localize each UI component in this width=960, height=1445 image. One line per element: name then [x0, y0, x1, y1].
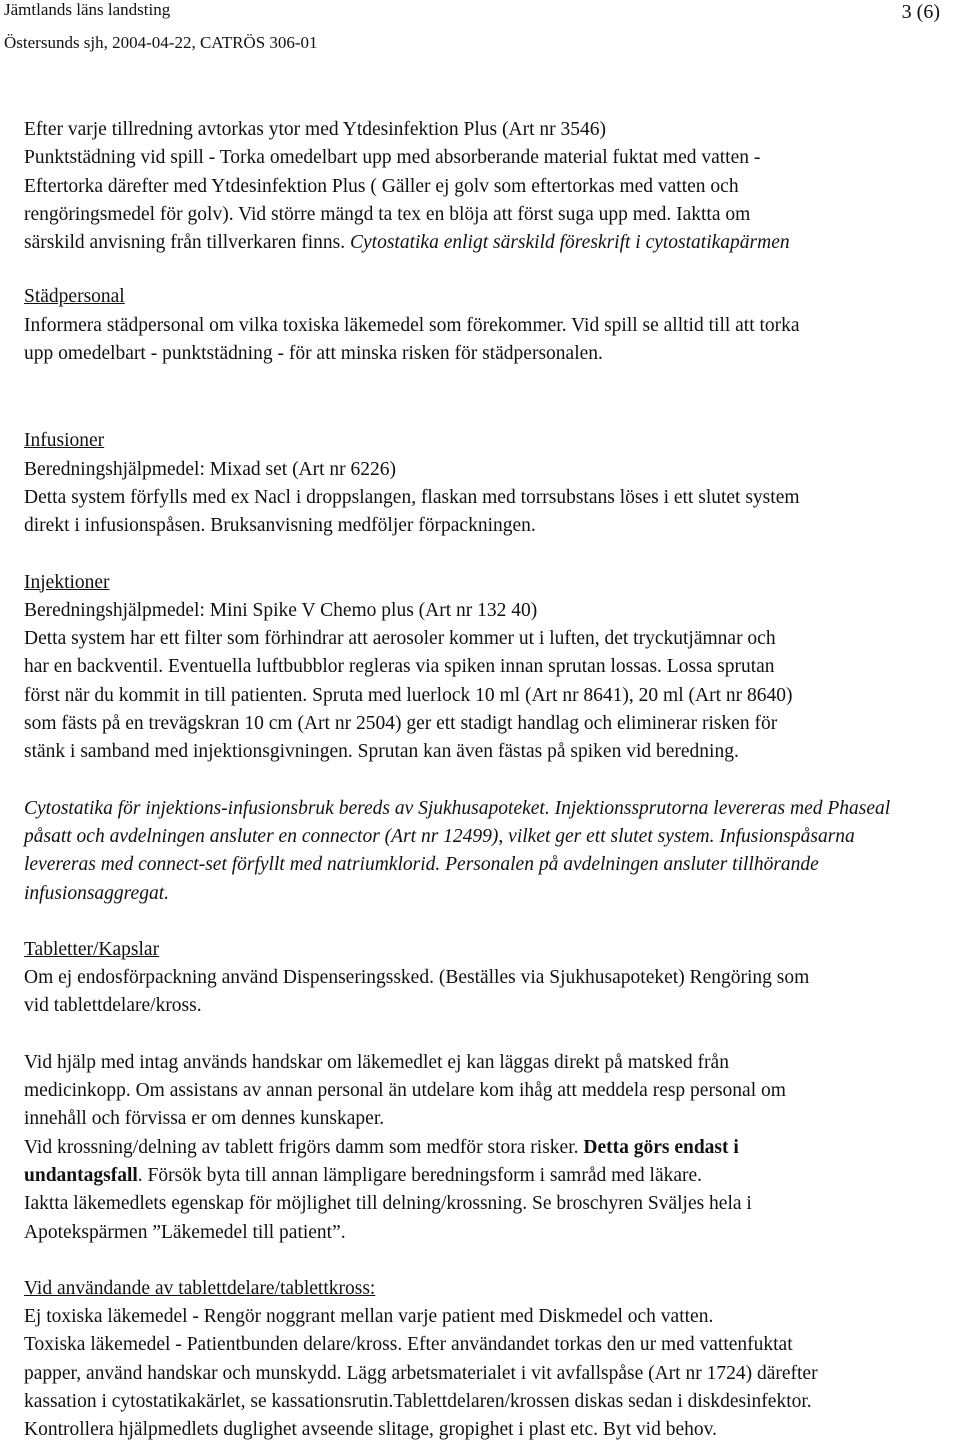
tablettdelare-line: kassation i cytostatikakärlet, se kassationsrutin.Tablettdelaren/krossen diskas sedan i diskdesinfektor.	[24, 1390, 812, 1412]
tabletter-line: medicinkopp. Om assistans av annan personal än utdelare kom ihåg att meddela resp personal om	[24, 1080, 786, 1102]
byta-text: . Försök byta till annan lämpligare beredningsform i samråd med läkare.	[137, 1164, 703, 1186]
section-heading-stadpersonal: Städpersonal	[24, 286, 125, 308]
header-page-number: 3 (6)	[901, 1, 940, 23]
tabletter-line: innehåll och förvissa er om dennes kunskaper.	[24, 1108, 385, 1130]
tablettdelare-line: Ej toxiska läkemedel - Rengör noggrant mellan varje patient med Diskmedel och vatten.	[24, 1306, 714, 1328]
tabletter-line: Om ej endosförpackning använd Dispenseringssked. (Beställes via Sjukhusapoteket) Rengöring som	[24, 967, 810, 989]
infusioner-line: direkt i infusionspåsen. Bruksanvisning medföljer förpackningen.	[24, 515, 536, 537]
section-heading-injektioner: Injektioner	[24, 571, 110, 593]
krossning-text: Vid krossning/delning av tablett frigörs damm som medför stora risker.	[24, 1136, 579, 1158]
intro-line	[24, 229, 960, 257]
stadpersonal-line: upp omedelbart - punktstädning - för att minska risken för städpersonalen.	[24, 343, 603, 365]
injektioner-line: som fästs på en trevägskran 10 cm (Art nr 2504) ger ett stadigt handlag och eliminerar risken för	[24, 713, 778, 735]
intro-text: särskild anvisning från tillverkaren finns.	[24, 232, 346, 254]
section-heading-infusioner: Infusioner	[24, 430, 105, 452]
intro-line: Eftertorka därefter med Ytdesinfektion Plus ( Gäller ej golv som eftertorkas med vatten och	[24, 175, 739, 197]
section-heading-tabletter: Tabletter/Kapslar	[24, 938, 160, 960]
warning-text: undantagsfall	[24, 1164, 138, 1186]
cytostatika-note-line: påsatt och avdelningen ansluter en connector (Art nr 12499), vilket ger ett slutet system. Infusionspåsarna	[24, 825, 855, 847]
tabletter-line: Apotekspärmen ”Läkemedel till patient”.	[24, 1221, 346, 1243]
intro-line: rengöringsmedel för golv). Vid större mängd ta tex en blöja att först suga upp med. Iaktta om	[24, 203, 751, 225]
header-meta: Östersunds sjh, 2004-04-22, CATRÖS 306-01	[4, 33, 318, 52]
tablettdelare-line: papper, använd handskar och munskydd. Lägg arbetsmaterialet i vit avfallspåse (Art nr 1724) därefter	[24, 1362, 818, 1384]
cytostatika-note-line: levereras med connect-set förfyllt med natriumklorid. Personalen på avdelningen ansluter tillhörande	[24, 854, 819, 876]
tabletter-line: Iaktta läkemedlets egenskap för möjlighet till delning/krossning. Se broschyren Sväljes hela i	[24, 1193, 752, 1215]
intro-line: Punktstädning vid spill - Torka omedelbart upp med absorberande material fuktat med vatten -	[24, 147, 761, 169]
stadpersonal-line: Informera städpersonal om vilka toxiska läkemedel som förekommer. Vid spill se alltid till att torka	[24, 314, 800, 336]
tabletter-line: vid tablettdelare/kross.	[24, 995, 202, 1017]
section-heading-tablettdelare: Vid användande av tablettdelare/tablettkross:	[24, 1277, 376, 1299]
injektioner-line: först när du kommit in till patienten. Spruta med luerlock 10 ml (Art nr 8641), 20 ml (Art nr 8640)	[24, 684, 793, 706]
tabletter-line	[24, 1162, 960, 1190]
tablettdelare-line: Toxiska läkemedel - Patientbunden delare/kross. Efter användandet torkas den ur med vattenfuktat	[24, 1334, 793, 1356]
infusioner-line: Detta system förfylls med ex Nacl i droppslangen, flaskan med torrsubstans löses i ett slutet system	[24, 486, 800, 508]
document-body	[24, 116, 960, 1445]
cytostatika-note-line: Cytostatika för injektions-infusionsbruk bereds av Sjukhusapoteket. Injektionssprutorna levereras med Phaseal	[24, 797, 891, 819]
injektioner-line: stänk i samband med injektionsgivningen. Sprutan kan även fästas på spiken vid beredning.	[24, 741, 739, 763]
infusioner-line: Beredningshjälpmedel: Mixad set (Art nr 6226)	[24, 458, 397, 480]
cytostatika-reference: Cytostatika enligt särskild föreskrift i cytostatikapärmen	[350, 232, 790, 254]
intro-line: Efter varje tillredning avtorkas ytor med Ytdesinfektion Plus (Art nr 3546)	[24, 119, 606, 140]
tabletter-line	[24, 1134, 960, 1162]
tablettdelare-line: Kontrollera hjälpmedlets duglighet avseende slitage, gropighet i plast etc. Byt vid behov.	[24, 1419, 717, 1441]
header-organization: Jämtlands läns landsting	[4, 0, 171, 19]
warning-text: Detta görs endast i	[583, 1136, 739, 1158]
injektioner-line: har en backventil. Eventuella luftbubblor regleras via spiken innan sprutan lossas. Lossa sprutan	[24, 656, 775, 678]
cytostatika-note-line: infusionsaggregat.	[24, 882, 169, 904]
tabletter-line: Vid hjälp med intag används handskar om läkemedlet ej kan läggas direkt på matsked från	[24, 1051, 729, 1073]
injektioner-line: Detta system har ett filter som förhindrar att aerosoler kommer ut i luften, det tryckutjämnar och	[24, 628, 776, 650]
injektioner-line: Beredningshjälpmedel: Mini Spike V Chemo plus (Art nr 132 40)	[24, 599, 538, 621]
